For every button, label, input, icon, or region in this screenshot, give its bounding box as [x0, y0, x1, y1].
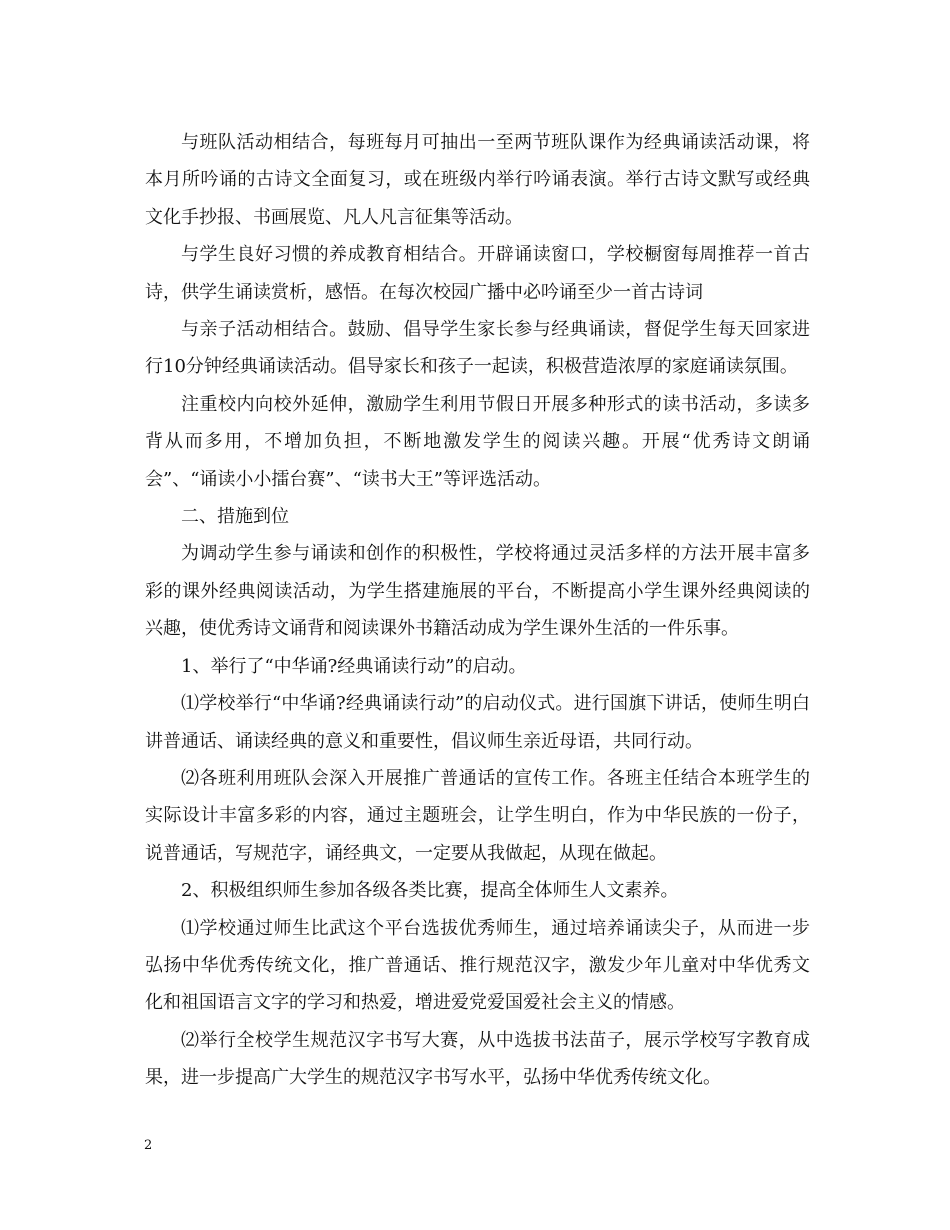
item-2-sub-2: ⑵举行全校学生规范汉字书写大赛，从中选拔书法苗子，展示学校写字教育成果，进一步提高广大学生的规范汉字书写水平，弘扬中华优秀传统文化。 [145, 1029, 810, 1089]
section-heading-measures: 二、措施到位 [181, 506, 289, 528]
paragraph-parent-child: 与亲子活动相结合。鼓励、倡导学生家长参与经典诵读，督促学生每天回家进行10分钟经典诵读活动。倡导家长和孩子一起读，积极营造浓厚的家庭诵读氛围。 [145, 319, 810, 378]
paragraph-measures-intro: 为调动学生参与诵读和创作的积极性，学校将通过灵活多样的方法开展丰富多彩的课外经典阅读活动，为学生搭建施展的平台，不断提高小学生课外经典阅读的兴趣，使优秀诗文诵背和阅读课外书籍活动成为学生课外生活的一件乐事。 [145, 543, 810, 640]
item-2-sub-1: ⑴学校通过师生比武这个平台选拔优秀师生，通过培养诵读尖子，从而进一步弘扬中华优秀传统文化，推广普通话、推行规范汉字，激发少年儿童对中华优秀文化和祖国语言文字的学习和热爱，增进爱党爱国爱社会主义的情感。 [145, 917, 810, 1014]
page-number: 2 [144, 1138, 153, 1153]
item-2-heading: 2、积极组织师生参加各级各类比赛，提高全体师生人文素养。 [181, 880, 679, 902]
paragraph-good-habits: 与学生良好习惯的养成教育相结合。开辟诵读窗口，学校橱窗每周推荐一首古诗，供学生诵读赏析，感悟。在每次校园广播中必吟诵至少一首古诗词 [145, 244, 810, 303]
item-1-sub-2: ⑵各班利用班队会深入开展推广普通话的宣传工作。各班主任结合本班学生的实际设计丰富多彩的内容，通过主题班会，让学生明白，作为中华民族的一份子，说普通话，写规范字，诵经典文，一定要从我做起，从现在做起。 [145, 767, 810, 864]
item-1-sub-1: ⑴学校举行“中华诵?经典诵读行动”的启动仪式。进行国旗下讲话，使师生明白讲普通话、诵读经典的意义和重要性，倡议师生亲近母语，共同行动。 [145, 693, 810, 752]
item-1-heading: 1、举行了“中华诵?经典诵读行动”的启动。 [181, 655, 527, 677]
body-text [145, 124, 810, 1097]
paragraph-extension: 注重校内向校外延伸，激励学生利用节假日开展多种形式的读书活动，多读多背从而多用，不增加负担，不断地激发学生的阅读兴趣。开展“优秀诗文朗诵会”、“诵读小小擂台赛”、“读书大王”等评选活动。 [145, 393, 810, 490]
paragraph-class-activities: 与班队活动相结合，每班每月可抽出一至两节班队课作为经典诵读活动课，将本月所吟诵的古诗文全面复习，或在班级内举行吟诵表演。举行古诗文默写或经典文化手抄报、书画展览、凡人凡言征集等活动。 [145, 132, 810, 228]
